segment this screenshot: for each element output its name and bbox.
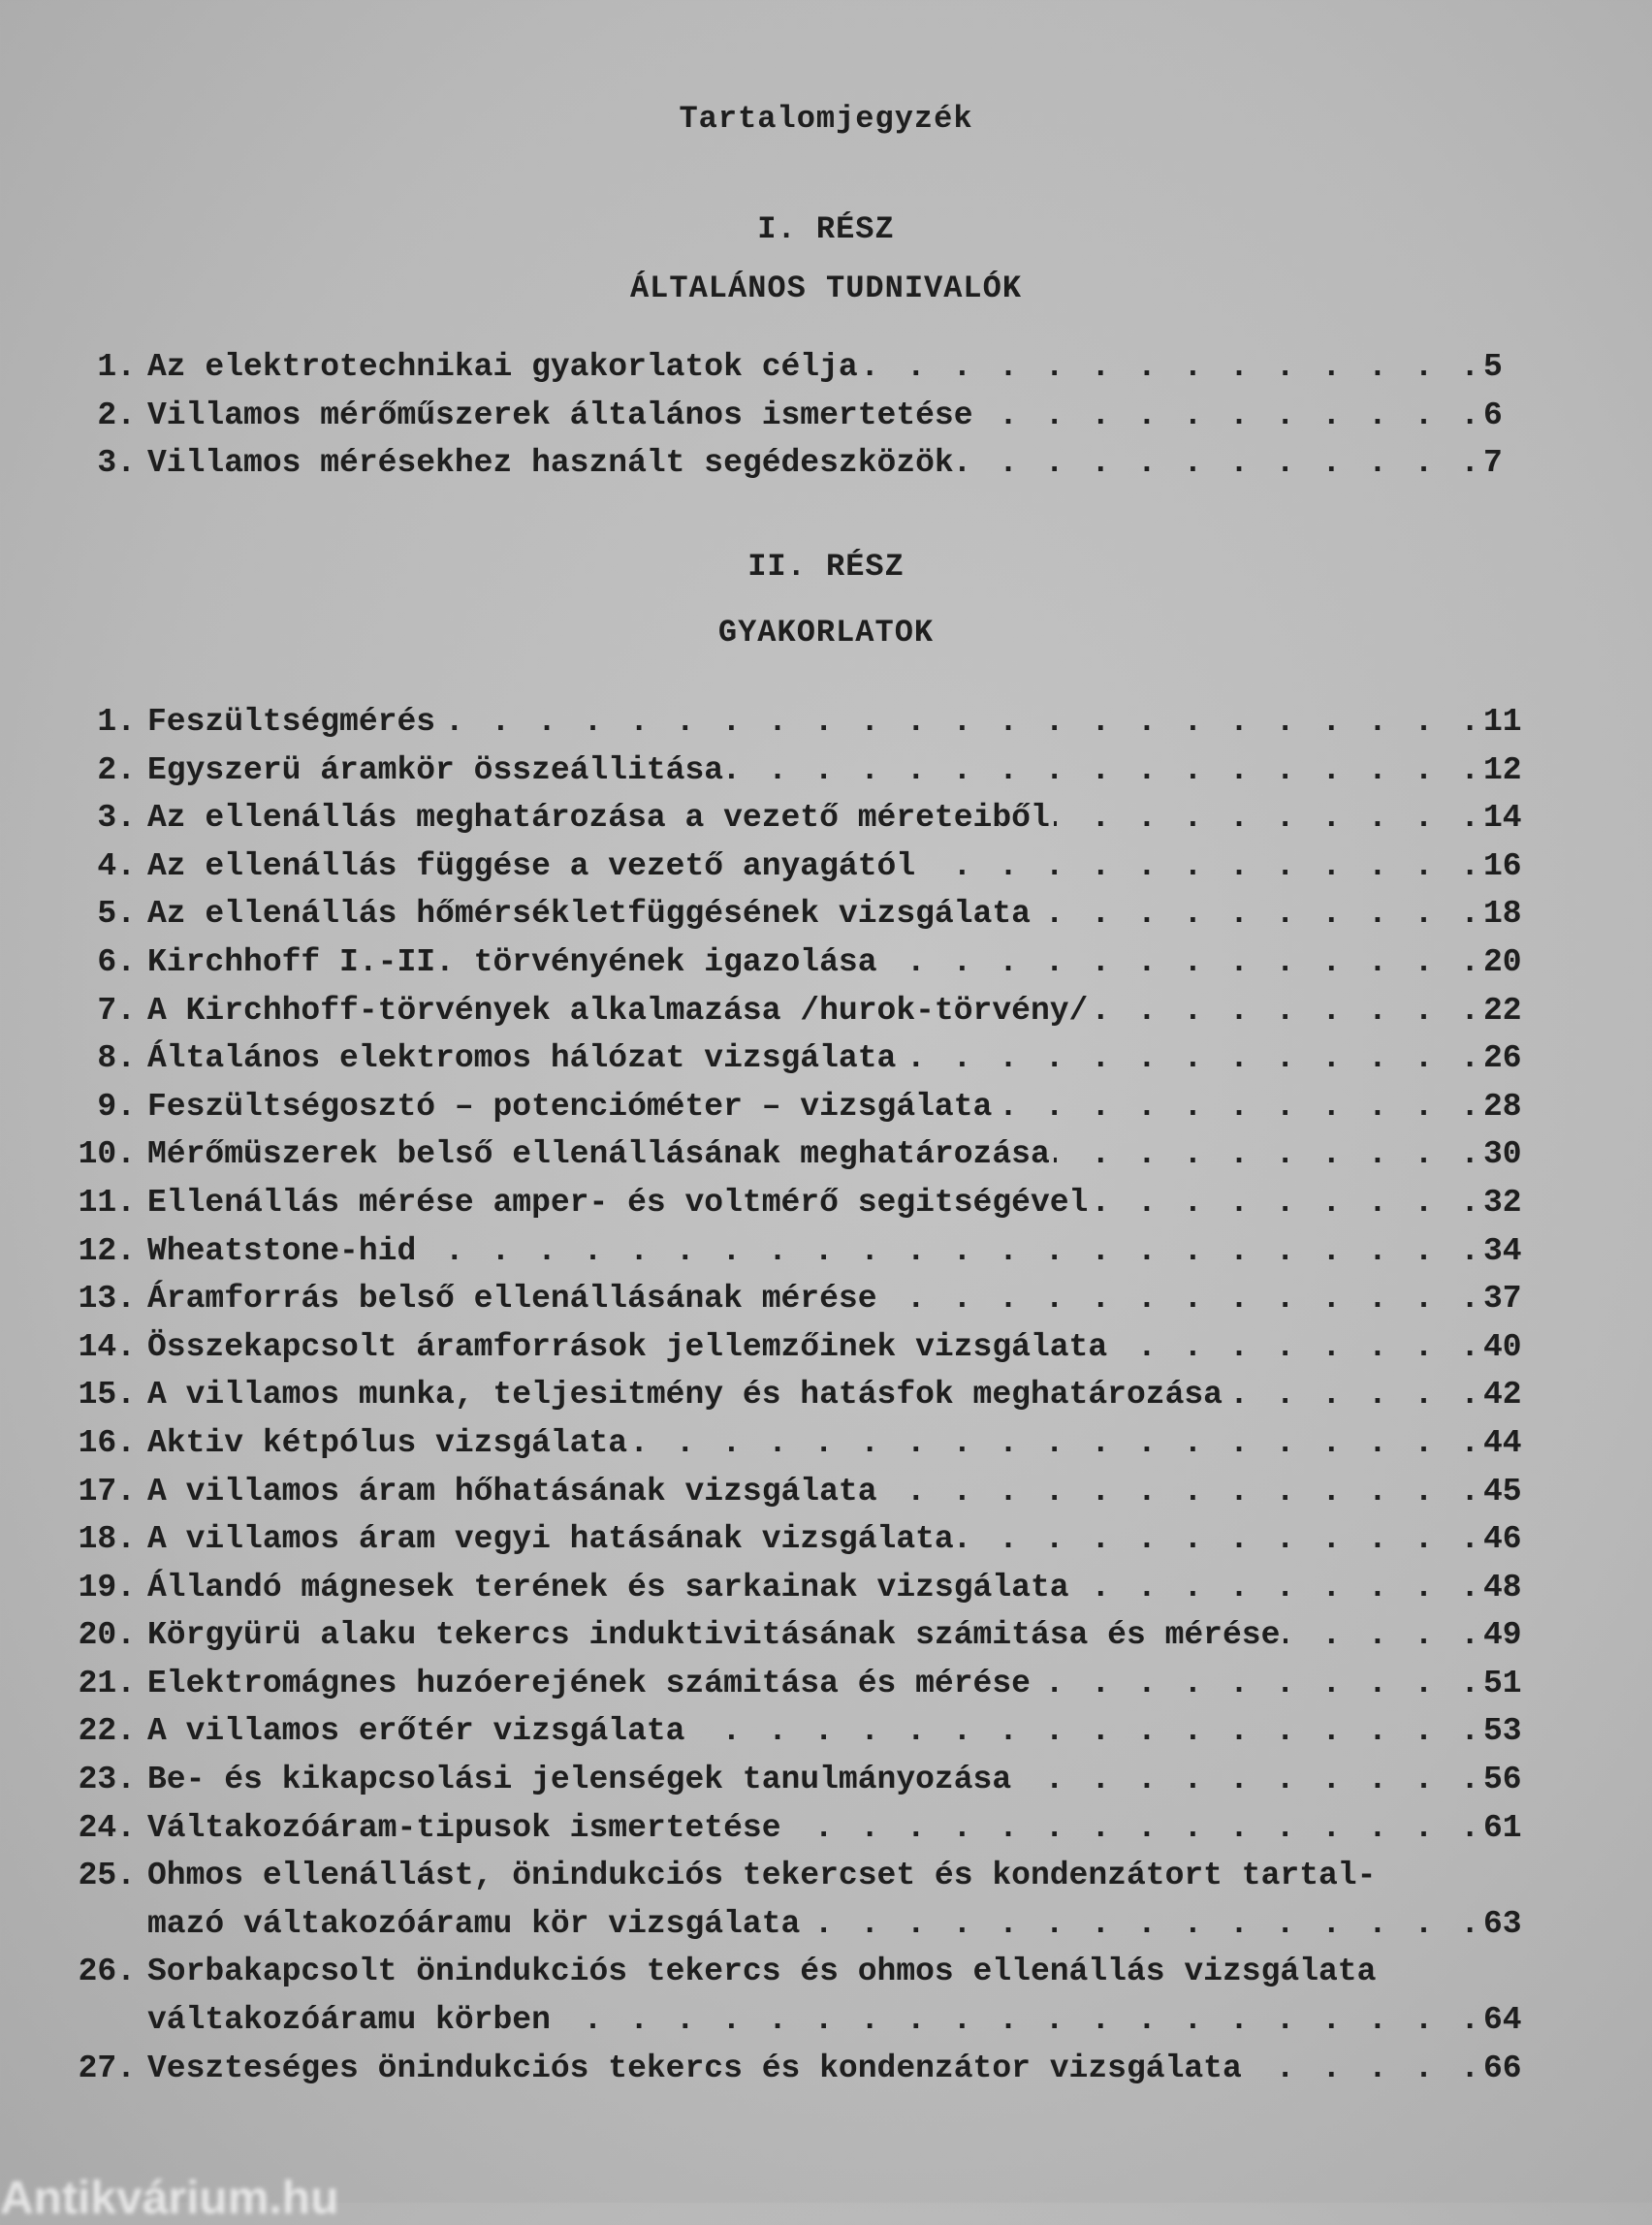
entry-title: Mérőmüszerek belső ellenállásának meghatározása — [147, 1136, 1050, 1173]
entry-number: 27. — [78, 2050, 136, 2086]
entry-page: 53 — [1483, 1713, 1522, 1750]
toc-entry — [39, 1858, 1532, 1906]
dot-leader — [439, 704, 1479, 740]
toc-entry — [39, 1233, 1532, 1282]
toc-entry — [39, 944, 1532, 993]
toc-entry — [39, 752, 1532, 801]
entry-title: Veszteséges önindukciós tekercs és kondenzátor vizsgálata — [147, 2050, 1242, 2086]
entry-title: A villamos áram vegyi hatásának vizsgálata — [147, 1521, 954, 1558]
entry-page: 64 — [1483, 2002, 1522, 2039]
entry-title: Kirchhoff I.-II. törvényének igazolása — [147, 943, 877, 980]
toc-entry — [39, 1521, 1532, 1570]
entry-page: 49 — [1483, 1617, 1522, 1654]
entry-title: Villamos mérőműszerek általános ismertetése — [147, 397, 973, 433]
entry-number: 3. — [97, 445, 136, 482]
toc-entry — [39, 704, 1532, 752]
dot-leader — [919, 848, 1479, 884]
entry-page: 6 — [1483, 397, 1503, 433]
toc-entry — [39, 1185, 1532, 1233]
page-title: Tartalomjegyzék — [679, 101, 973, 137]
dot-leader — [1092, 1185, 1479, 1221]
entry-number: 7. — [97, 992, 136, 1029]
toc-entry — [39, 1281, 1532, 1329]
dot-leader — [996, 1089, 1479, 1125]
entry-number: 2. — [97, 397, 136, 433]
toc-entry — [39, 1666, 1532, 1714]
dot-leader — [689, 1713, 1480, 1749]
dot-leader — [804, 1906, 1479, 1942]
entry-number: 24. — [78, 1809, 136, 1846]
toc-entry — [39, 848, 1532, 897]
entry-title: Aktiv kétpólus vizsgálata — [147, 1424, 628, 1461]
entry-title: váltakozóáramu körben — [147, 2002, 551, 2039]
toc-entry — [39, 1329, 1532, 1378]
entry-page: 34 — [1483, 1232, 1522, 1269]
toc-entry — [39, 445, 1532, 493]
dot-leader — [1092, 993, 1479, 1029]
dot-leader — [1054, 1136, 1479, 1172]
entry-number: 5. — [97, 896, 136, 933]
entry-page: 42 — [1483, 1377, 1522, 1414]
entry-title: Áramforrás belső ellenállásának mérése — [147, 1281, 877, 1318]
entry-number: 17. — [78, 1473, 136, 1510]
entry-title: A Kirchhoff-törvények alkalmazása /hurok-törvény/ — [147, 992, 1089, 1029]
part2-subheading: GYAKORLATOK — [717, 615, 935, 651]
toc-entry — [39, 349, 1532, 397]
dot-leader — [862, 349, 1479, 385]
dot-leader — [900, 1040, 1479, 1076]
toc-entry — [39, 1713, 1532, 1762]
entry-page: 32 — [1483, 1184, 1522, 1221]
entry-title: Az ellenállás függése a vezető anyagától — [147, 847, 916, 884]
entry-number: 20. — [78, 1617, 136, 1654]
part2-toc — [39, 704, 1532, 2098]
dot-leader — [727, 752, 1479, 788]
part1-heading: I. RÉSZ — [757, 211, 895, 247]
toc-entry — [39, 1570, 1532, 1618]
entry-title: Elektromágnes huzóerejének számitása és mérése — [147, 1665, 1031, 1701]
dot-leader — [881, 1281, 1479, 1317]
entry-title: Az ellenállás meghatározása a vezető méreteiből — [147, 800, 1050, 837]
toc-entry — [39, 2050, 1532, 2099]
entry-title: A villamos erőtér vizsgálata — [147, 1713, 685, 1750]
dot-leader — [1034, 1666, 1479, 1701]
entry-title: Az ellenállás hőmérsékletfüggésének vizsgálata — [147, 896, 1031, 933]
entry-page: 63 — [1483, 1905, 1522, 1942]
entry-page: 18 — [1483, 896, 1522, 933]
toc-entry — [39, 1617, 1532, 1666]
dot-leader — [958, 445, 1479, 481]
toc-entry — [39, 1810, 1532, 1859]
entry-number: 10. — [78, 1136, 136, 1173]
toc-entry — [39, 1040, 1532, 1089]
entry-title: Körgyürü alaku tekercs induktivitásának számitása és mérése — [147, 1617, 1281, 1654]
entry-page: 46 — [1483, 1521, 1522, 1558]
entry-number: 12. — [78, 1232, 136, 1269]
entry-page: 20 — [1483, 943, 1522, 980]
entry-page: 37 — [1483, 1281, 1522, 1318]
entry-number: 14. — [78, 1328, 136, 1365]
entry-title: Egyszerü áramkör összeállitása — [147, 751, 724, 788]
entry-title: Feszültségmérés — [147, 704, 436, 740]
toc-entry — [39, 2002, 1532, 2050]
entry-page: 45 — [1483, 1473, 1522, 1510]
entry-number: 15. — [78, 1377, 136, 1414]
entry-title: Az elektrotechnikai gyakorlatok célja — [147, 349, 858, 385]
part1-toc — [39, 349, 1532, 493]
dot-leader — [1073, 1570, 1479, 1605]
dot-leader — [420, 1233, 1479, 1269]
dot-leader — [977, 397, 1479, 433]
toc-entry — [39, 993, 1532, 1041]
entry-page: 40 — [1483, 1328, 1522, 1365]
entry-number: 2. — [97, 751, 136, 788]
part1-subheading: ÁLTALÁNOS TUDNIVALÓK — [629, 270, 1023, 306]
entry-number: 16. — [78, 1424, 136, 1461]
entry-title: Feszültségosztó – potencióméter – vizsgálata — [147, 1088, 993, 1125]
entry-page: 48 — [1483, 1569, 1522, 1605]
entry-number: 4. — [97, 847, 136, 884]
entry-title: A villamos munka, teljesitmény és hatásfok meghatározása — [147, 1377, 1223, 1414]
entry-page: 66 — [1483, 2050, 1522, 2086]
entry-page: 14 — [1483, 800, 1522, 837]
toc-entry — [39, 800, 1532, 848]
dot-leader — [1034, 896, 1479, 932]
entry-page: 16 — [1483, 847, 1522, 884]
part2-heading: II. RÉSZ — [747, 549, 905, 585]
entry-title: Általános elektromos hálózat vizsgálata — [147, 1040, 897, 1077]
dot-leader — [555, 2002, 1479, 2038]
entry-title: Összekapcsolt áramforrások jellemzőinek vizsgálata — [147, 1328, 1108, 1365]
entry-number: 3. — [97, 800, 136, 837]
entry-number: 1. — [97, 349, 136, 385]
entry-title: Állandó mágnesek terének és sarkainak vizsgálata — [147, 1569, 1069, 1605]
dot-leader — [1111, 1329, 1479, 1365]
toc-entry — [39, 1954, 1532, 2002]
entry-title: Wheatstone-hid — [147, 1232, 417, 1269]
entry-page: 11 — [1483, 704, 1522, 740]
entry-number: 26. — [78, 1954, 136, 1990]
entry-number: 9. — [97, 1088, 136, 1125]
entry-number: 11. — [78, 1184, 136, 1221]
dot-leader — [1054, 800, 1479, 836]
entry-page: 51 — [1483, 1665, 1522, 1701]
entry-page: 30 — [1483, 1136, 1522, 1173]
toc-entry — [39, 1762, 1532, 1810]
entry-page: 28 — [1483, 1088, 1522, 1125]
dot-leader — [881, 944, 1479, 980]
entry-number: 8. — [97, 1040, 136, 1077]
dot-leader — [958, 1521, 1479, 1557]
toc-entry — [39, 1377, 1532, 1425]
entry-page: 61 — [1483, 1809, 1522, 1846]
toc-entry — [39, 1906, 1532, 1955]
entry-number: 18. — [78, 1521, 136, 1558]
entry-page: 26 — [1483, 1040, 1522, 1077]
dot-leader — [1015, 1762, 1479, 1797]
toc-entry — [39, 1089, 1532, 1137]
toc-entry — [39, 397, 1532, 446]
entry-number: 6. — [97, 943, 136, 980]
dot-leader — [1284, 1617, 1479, 1653]
entry-page: 5 — [1483, 349, 1503, 385]
dot-leader — [785, 1810, 1479, 1846]
watermark: Antikvárium.hu — [0, 2173, 339, 2224]
entry-title: Be- és kikapcsolási jelenségek tanulmányozása — [147, 1762, 1012, 1798]
entry-number: 23. — [78, 1762, 136, 1798]
dot-leader — [881, 1474, 1479, 1510]
entry-number: 22. — [78, 1713, 136, 1750]
toc-entry — [39, 896, 1532, 944]
entry-title: Ohmos ellenállást, önindukciós tekercset és kondenzátort tartal- — [147, 1858, 1377, 1894]
entry-page: 7 — [1483, 445, 1503, 482]
entry-page: 44 — [1483, 1424, 1522, 1461]
entry-number: 19. — [78, 1569, 136, 1605]
dot-leader — [1226, 1377, 1479, 1413]
entry-number: 13. — [78, 1281, 136, 1318]
entry-number: 25. — [78, 1858, 136, 1894]
toc-entry — [39, 1425, 1532, 1474]
entry-number: 1. — [97, 704, 136, 740]
entry-title: Ellenállás mérése amper- és voltmérő segitségével — [147, 1184, 1089, 1221]
entry-title: A villamos áram hőhatásának vizsgálata — [147, 1473, 877, 1510]
entry-page: 12 — [1483, 751, 1522, 788]
entry-title: Villamos mérésekhez használt segédeszközök — [147, 445, 954, 482]
entry-title: mazó váltakozóáramu kör vizsgálata — [147, 1905, 801, 1942]
entry-title: Sorbakapcsolt önindukciós tekercs és ohmos ellenállás vizsgálata — [147, 1954, 1377, 1990]
dot-leader — [1246, 2050, 1479, 2086]
dot-leader — [631, 1425, 1479, 1461]
entry-number: 21. — [78, 1665, 136, 1701]
entry-title: Váltakozóáram-tipusok ismertetése — [147, 1809, 781, 1846]
entry-page: 56 — [1483, 1762, 1522, 1798]
toc-entry — [39, 1136, 1532, 1185]
toc-entry — [39, 1474, 1532, 1522]
entry-page: 22 — [1483, 992, 1522, 1029]
